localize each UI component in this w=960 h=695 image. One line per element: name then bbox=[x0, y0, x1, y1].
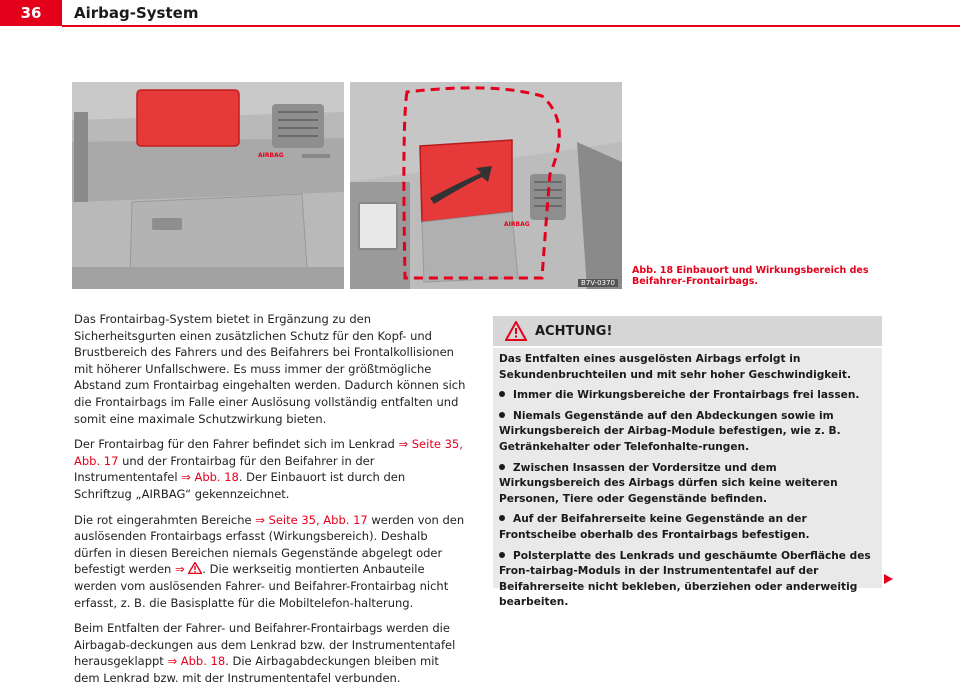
warning-item bbox=[499, 409, 876, 456]
airbag-figure bbox=[72, 82, 622, 289]
bullet-icon bbox=[499, 464, 505, 470]
text-run: . Der Einbauort ist durch den Schriftzug „AIRBAG“ gekennzeichnet. bbox=[74, 470, 406, 501]
paragraph-1: Das Frontairbag-System bietet in Ergänzung zu den Sicherheitsgurten einen zusätzlichen Schutz für den Kopf- und Brustbereich des Fahrers und des Beifahrers bei Frontalkollisionen mit höherer Unfallschwere. Es muss immer der größtmögliche Abstand zum Frontairbag eingehalten werden. Dadurch können sich die Frontairbags im Falle einer Auslösung vollständig entfalten und somit eine maximale Schutzwirkung bieten. bbox=[74, 312, 466, 426]
text-run: . Die werkseitig montierten Anbauteile werden vom auslösenden Fahrer- und Beifahrer-Frontairbag nicht erfasst, z. B. die Basisplatte für die Mobiltelefon-halterung. bbox=[74, 562, 449, 610]
page-number: 36 bbox=[0, 0, 62, 26]
warning-triangle-icon[interactable] bbox=[188, 562, 202, 574]
text-run: Der Frontairbag für den Fahrer befindet sich im Lenkrad bbox=[74, 437, 399, 452]
warning-reference-link[interactable]: ⇒ bbox=[174, 562, 185, 577]
warning-triangle-icon bbox=[505, 321, 527, 341]
airbag-label-right: AIRBAG bbox=[504, 221, 530, 228]
text-run: . Die Airbagabdeckungen bleiben mit dem Lenkrad bzw. mit der Instrumententafel verbunden. bbox=[74, 654, 439, 685]
body-text bbox=[74, 311, 466, 695]
bullet-icon bbox=[499, 391, 505, 397]
warning-item bbox=[499, 512, 876, 543]
warning-item-text: Immer die Wirkungsbereiche der Frontairbags frei lassen. bbox=[513, 389, 860, 402]
cross-reference-link[interactable]: ⇒ Seite 35, Abb. 17 bbox=[74, 437, 463, 468]
warning-item-text: Polsterplatte des Lenkrads und geschäumte Oberfläche des Fron-tairbag-Moduls in der Instrumententafel auf der Beifahrerseite nicht bekleben, überziehen oder anderweitig bearbeiten. bbox=[499, 549, 871, 609]
header-rule bbox=[62, 25, 960, 27]
cross-reference-link[interactable]: ⇒ Abb. 18 bbox=[181, 470, 239, 485]
warning-body bbox=[493, 348, 882, 611]
warning-header bbox=[493, 316, 882, 348]
warning-title: ACHTUNG! bbox=[535, 323, 613, 339]
paragraph-3 bbox=[74, 512, 466, 612]
figure-code: B7V-0370 bbox=[578, 279, 618, 287]
warning-item-text: Auf der Beifahrerseite keine Gegenstände an der Frontscheibe oberhalb des Frontairbags befestigen. bbox=[499, 513, 810, 541]
warning-box bbox=[493, 316, 882, 609]
airbag-cover-left bbox=[137, 90, 239, 146]
bullet-icon bbox=[499, 552, 505, 558]
warning-item bbox=[499, 549, 876, 611]
paragraph-2 bbox=[74, 436, 466, 502]
warning-intro: Das Entfalten eines ausgelösten Airbags erfolgt in Sekundenbruchteilen und mit sehr hoher Geschwindigkeit. bbox=[499, 353, 851, 381]
page-title: Airbag-System bbox=[74, 4, 199, 22]
dashboard-illustration bbox=[72, 82, 622, 289]
continue-arrow-icon[interactable] bbox=[884, 574, 893, 584]
text-run: werden von den auslösenden Frontairbags erfasst (Wirkungsbereich). Deshalb dürfen in diesen Bereichen niemals Gegenstände abgelegt oder befestigt werden bbox=[74, 512, 465, 577]
warning-item-text: Niemals Gegenstände auf den Abdeckungen sowie im Wirkungsbereich der Airbag-Module befestigen, wie z. B. Getränkehalter oder Telefonhalte-rungen. bbox=[499, 409, 841, 453]
paragraph-4 bbox=[74, 620, 466, 686]
bullet-icon bbox=[499, 412, 505, 418]
cross-reference-link[interactable]: ⇒ Seite 35, Abb. 17 bbox=[255, 512, 368, 527]
figure-caption: Abb. 18 Einbauort und Wirkungsbereich des Beifahrer-Frontairbags. bbox=[632, 265, 869, 287]
text-run: Beim Entfalten der Fahrer- und Beifahrer-Frontairbags werden die Airbagab-deckungen aus dem Lenkrad bzw. der Instrumententafel herausgeklappt bbox=[74, 621, 456, 669]
text-run: und der Frontairbag für den Beifahrer in der Instrumententafel bbox=[74, 453, 375, 485]
text-run: Die rot eingerahmten Bereiche bbox=[74, 512, 256, 527]
bullet-icon bbox=[499, 515, 505, 521]
cross-reference-link[interactable]: ⇒ Abb. 18 bbox=[167, 654, 226, 669]
warning-item-text: Zwischen Insassen der Vordersitze und dem Wirkungsbereich des Airbags dürfen sich keine weiteren Personen, Tiere oder Gegenstände befinden. bbox=[499, 461, 838, 505]
warning-item bbox=[499, 388, 876, 404]
airbag-label-left: AIRBAG bbox=[258, 152, 284, 159]
warning-item bbox=[499, 461, 876, 508]
